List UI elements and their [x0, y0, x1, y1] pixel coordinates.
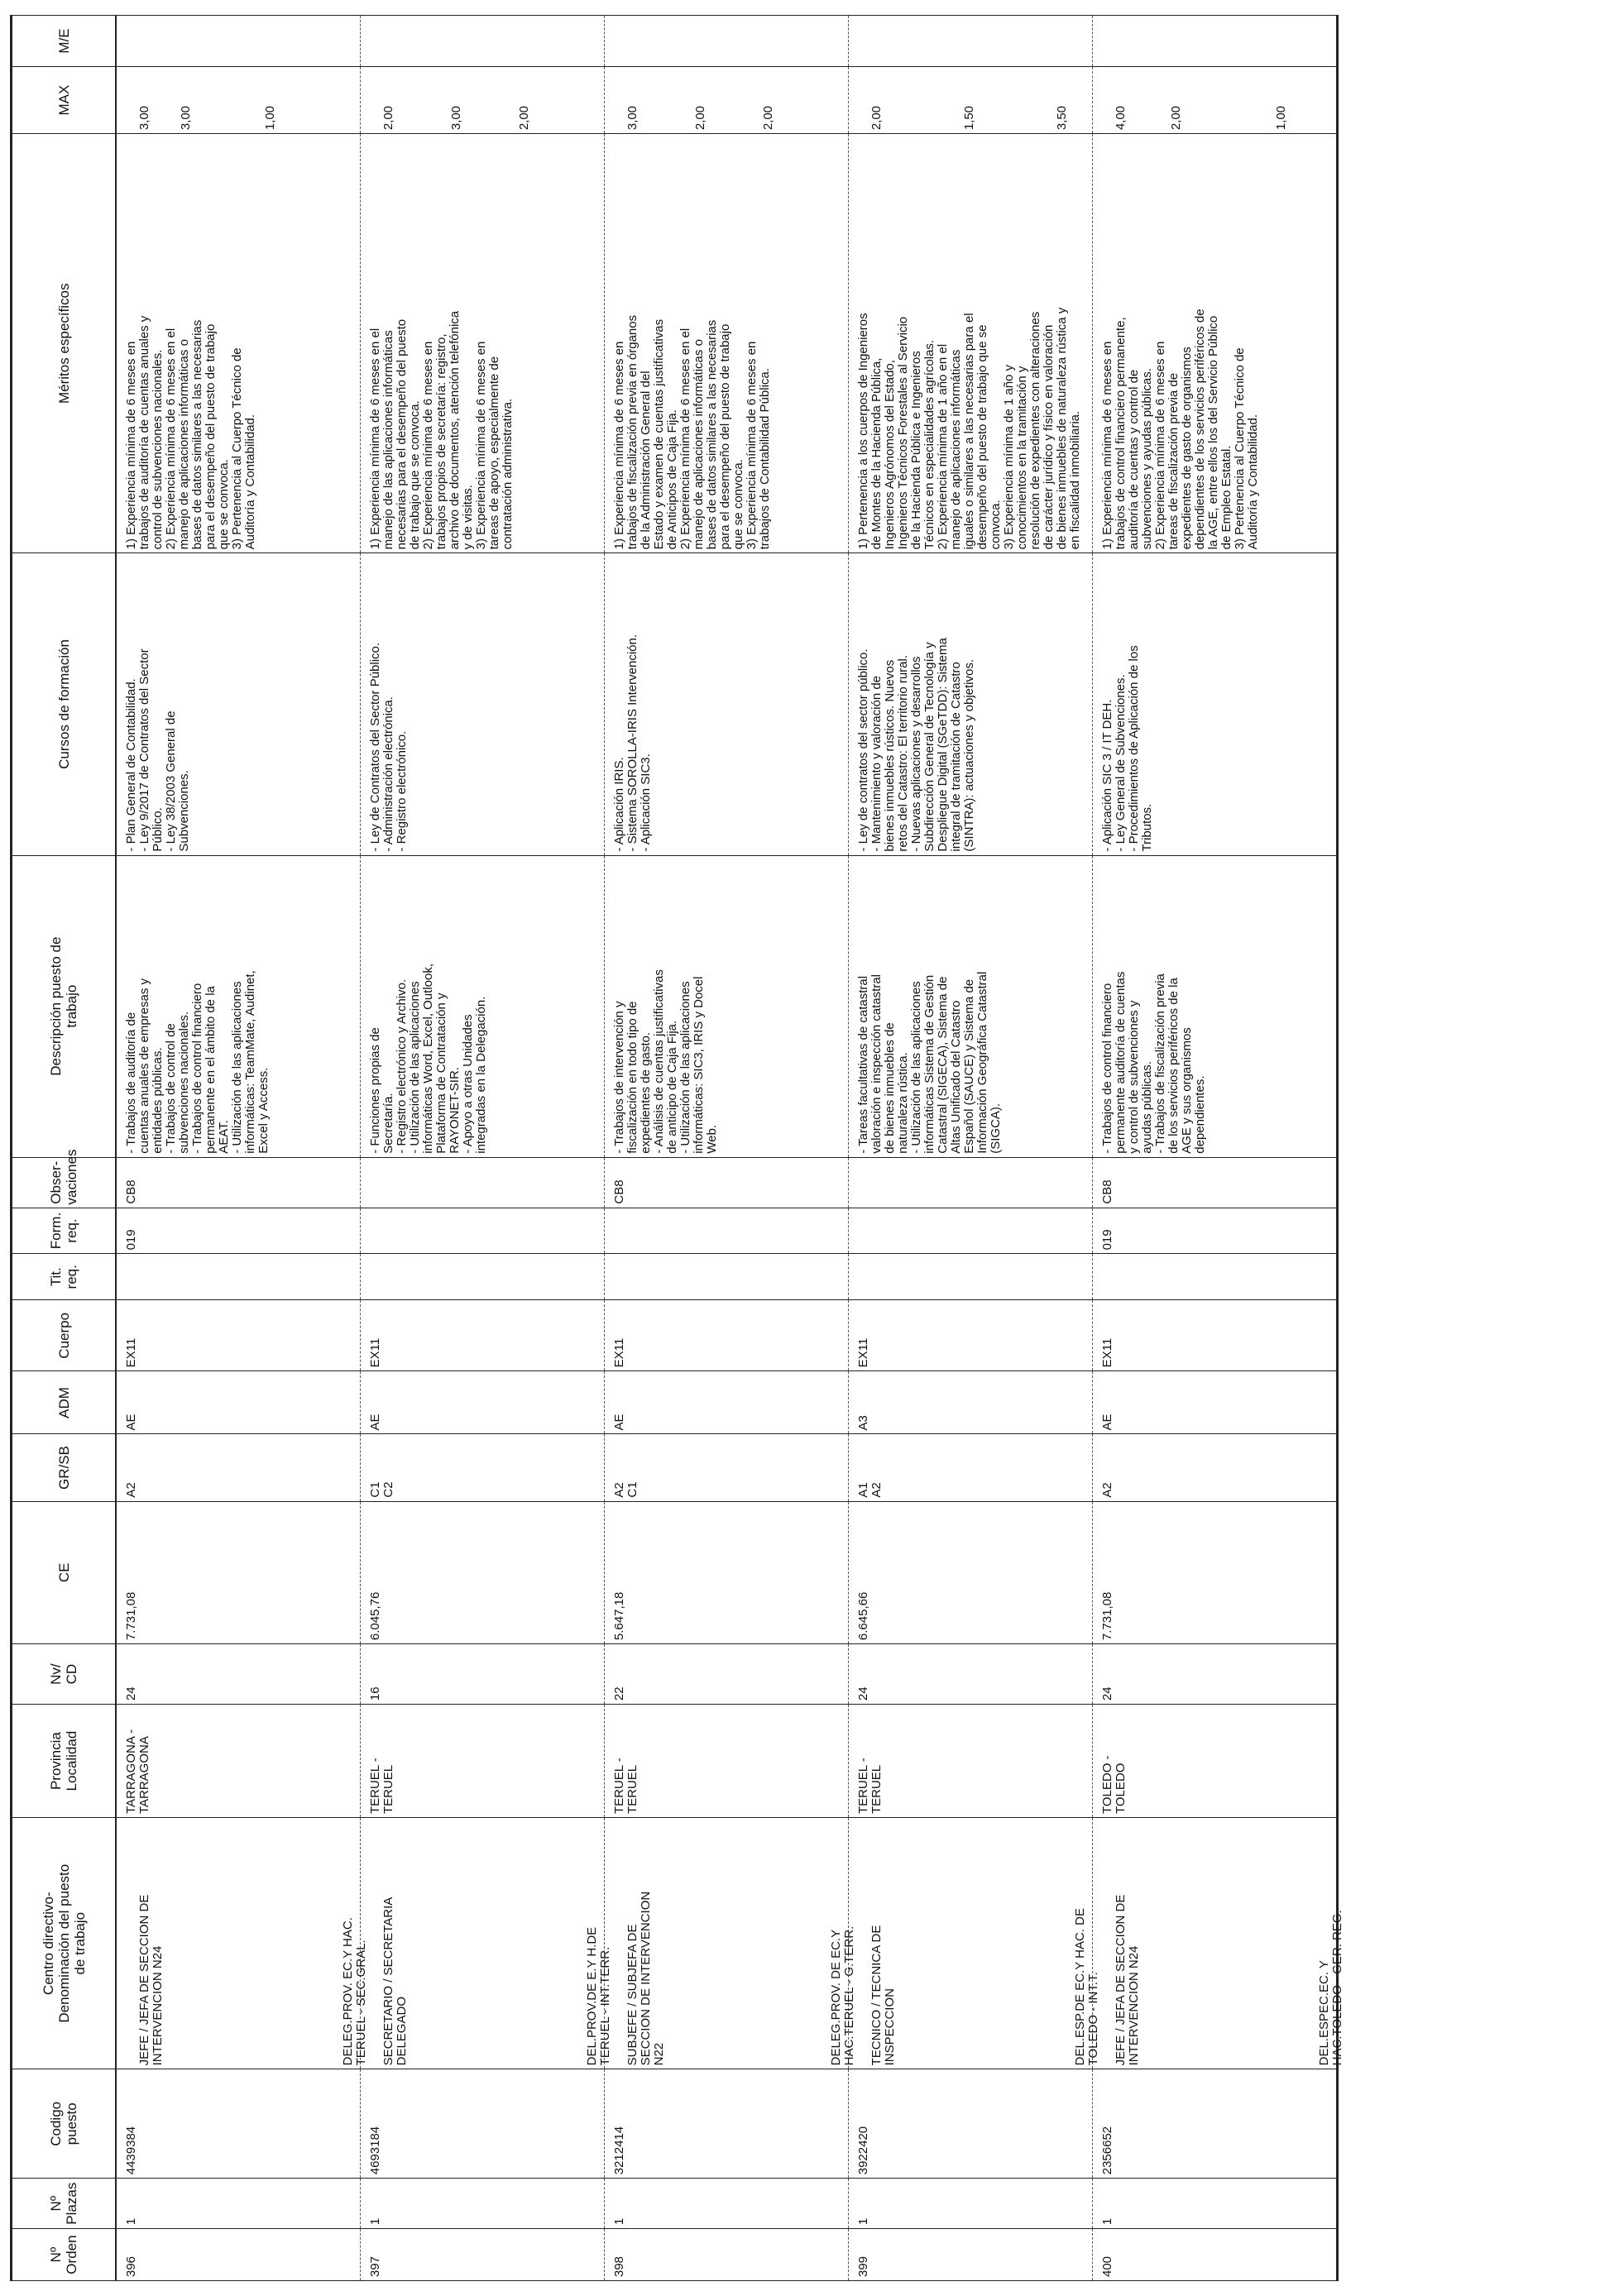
cell-nivel: 22 [605, 1644, 849, 1705]
cell-me [116, 16, 361, 67]
cell-plazas: 1 [116, 2179, 361, 2229]
cell-cuerpo: EX11 [849, 1300, 1093, 1371]
header-meritos: Méritos específicos [12, 134, 117, 553]
cell-codigo: 4439384 [116, 2069, 361, 2179]
centro-directivo-next: DEL.ESP.DE EC.Y HAC. DE TOLEDO - INT.T. [1073, 1908, 1100, 2066]
cell-codigo: 3212414 [605, 2069, 849, 2179]
max-score-3: 2,00 [517, 105, 531, 131]
header-descripcion: Descripción puesto de trabajo [12, 855, 117, 1157]
cell-grsb: C1 C2 [361, 1434, 605, 1501]
max-score-2: 1,50 [962, 105, 976, 131]
cell-form [605, 1208, 849, 1254]
header-nivel: Nv/ CD [12, 1644, 117, 1705]
centro-stack [626, 1821, 858, 2065]
cell-cuerpo: EX11 [605, 1300, 849, 1371]
cell-tit [605, 1254, 849, 1300]
cell-nivel: 24 [116, 1644, 361, 1705]
max-score-1: 4,00 [1114, 105, 1128, 131]
cell-ce: 7.731,08 [116, 1501, 361, 1643]
cell-max [1093, 67, 1338, 134]
table-row [849, 16, 1093, 2281]
cell-cursos: - Ley de contratos del sector público. - Mantenimiento y valoración de bienes inmuebles rústicos. Nuevos retos del Catastro: El territorio rural. - Nuevas aplicaciones y desarrollos Subdirección General de Tecnología y Despliegue Digital (SGeTDD): Sistema integral de tramitación de Catastro (SINTRA): actuaciones y objetivos. [849, 553, 1093, 855]
cell-ce: 6.645,66 [849, 1501, 1093, 1643]
header-codigo: Codigo puesto [12, 2069, 117, 2179]
max-score-1: 3,00 [137, 105, 151, 131]
cell-cursos: - Ley de Contratos del Sector Público. - Administración electrónica. - Registro electrónico. [361, 553, 605, 855]
max-score-1: 2,00 [869, 105, 884, 131]
header-cuerpo: Cuerpo [12, 1300, 117, 1371]
cell-descripcion: - Trabajos de intervención y fiscalización en todo tipo de expedientes de gasto. - Análisis de cuentas justificativas de anticipo de Caja Fija. - Utilización de las aplicaciones informáticas: SIC3, IRIS y Docel Web. [605, 855, 849, 1157]
max-score-2: 3,00 [449, 105, 463, 131]
centro-stack [870, 1821, 1102, 2065]
centro-puesto: TECNICO / TECNICA DE INSPECCION [869, 1925, 897, 2066]
cell-plazas: 1 [849, 2179, 1093, 2229]
cell-ce: 6.045,76 [361, 1501, 605, 1643]
cell-obs: CB8 [116, 1157, 361, 1208]
cell-form [361, 1208, 605, 1254]
cell-form: 019 [1093, 1208, 1338, 1254]
cell-me [361, 16, 605, 67]
cell-codigo: 4693184 [361, 2069, 605, 2179]
cell-nivel: 16 [361, 1644, 605, 1705]
cell-form [849, 1208, 1093, 1254]
centro-puesto: JEFE / JEFA DE SECCION DE INTERVENCION N24 [1114, 1894, 1141, 2066]
header-orden: Nº Orden [12, 2229, 117, 2281]
header-max: MAX [12, 67, 117, 134]
table-row [116, 16, 361, 2281]
cell-orden: 397 [361, 2229, 605, 2281]
cell-tit [1093, 1254, 1338, 1300]
cell-me [1093, 16, 1338, 67]
max-score-3: 3,50 [1055, 105, 1069, 131]
centro-puesto: JEFE / JEFA DE SECCION DE INTERVENCION N24 [137, 1894, 165, 2066]
cell-grsb: A1 A2 [849, 1434, 1093, 1501]
centro-puesto: SECRETARIO / SECRETARIA DELEGADO [381, 1897, 409, 2066]
cell-descripcion: - Tareas facultativas de catastral valoración e inspección catastral de bienes inmuebles de naturaleza rústica. - Utilización de las aplicaciones informáticas Sistema de Gestión Catastral (SIGECA), Sistema de Altas Unificado del Catastro Español (SAUCE) y Sistema de Información Geográfica Catastral (SIGCA). [849, 855, 1093, 1157]
header-adm: ADM [12, 1371, 117, 1434]
cell-meritos: 1) Experiencia mínima de 6 meses en el manejo de las aplicaciones informáticas necesarias para el desempeño del puesto de trabajo que se convoca. 2) Experiencia mínima de 6 meses en trabajos propios de secretaría: registro, archivo de documentos, atención telefónica y de visitas. 3) Experiencia mínima de 6 meses en tareas de apoyo, especialmente de contratación administrativa. [361, 134, 605, 553]
cell-adm: AE [116, 1371, 361, 1434]
max-score-3: 1,00 [263, 105, 277, 131]
cell-grsb: A2 [116, 1434, 361, 1501]
cell-centro [605, 1818, 856, 2069]
cell-provincia: TOLEDO - TOLEDO [1093, 1705, 1338, 1818]
cell-adm: AE [605, 1371, 849, 1434]
centro-directivo-next: DEL.PROV.DE E.Y H.DE TERUEL - INT.TERR. [585, 1926, 612, 2066]
cell-meritos: 1) Experiencia mínima de 6 meses en trabajos de auditoría de cuentas anuales y control de subvenciones nacionales. 2) Experiencia mínima de 6 meses en el manejo de aplicaciones informáticas o bases de datos similares a las necesarias para el desempeño del puesto de trabajo que se convoca. 3) Pertenencia al Cuerpo Técnico de Auditoría y Contabilidad. [116, 134, 361, 553]
cell-ce: 5.647,18 [605, 1501, 849, 1643]
job-positions-table [10, 15, 1344, 2281]
cell-plazas: 1 [605, 2179, 849, 2229]
table-row [361, 16, 605, 2281]
cell-adm: AE [361, 1371, 605, 1434]
cell-provincia: TERUEL - TERUEL [361, 1705, 605, 1818]
header-cursos: Cursos de formación [12, 553, 117, 855]
cell-provincia: TARRAGONA - TARRAGONA [116, 1705, 361, 1818]
cell-centro [849, 1818, 1100, 2069]
max-score-1: 2,00 [381, 105, 395, 131]
cell-centro [361, 1818, 612, 2069]
cell-max [849, 67, 1093, 134]
max-score-2: 3,00 [179, 105, 193, 131]
max-score-3: 2,00 [761, 105, 775, 131]
centro-stack [382, 1821, 614, 2065]
centro-puesto: SUBJEFE / SUBJEFA DE SECCION DE INTERVENCION N22 [625, 1891, 666, 2066]
cell-form: 019 [116, 1208, 361, 1254]
cell-centro [116, 1818, 368, 2069]
cell-nivel: 24 [849, 1644, 1093, 1705]
cell-orden: 400 [1093, 2229, 1338, 2281]
cell-cursos: - Plan General de Contabilidad. - Ley 9/2017 de Contratos del Sector Público. - Ley 38/2003 General de Subvenciones. [116, 553, 361, 855]
cell-obs: CB8 [605, 1157, 849, 1208]
cell-max [116, 67, 361, 134]
header-plazas: Nº Plazas [12, 2179, 117, 2229]
cell-centro [1093, 1818, 1344, 2069]
cell-orden: 399 [849, 2229, 1093, 2281]
cell-me [849, 16, 1093, 67]
centro-directivo-next: DEL.ESPEC.EC. Y HAC.TOLEDO - GER. REG. [1317, 1910, 1344, 2066]
max-score-2: 2,00 [693, 105, 707, 131]
cell-codigo: 2356652 [1093, 2069, 1338, 2179]
table-row [605, 16, 849, 2281]
cell-tit [116, 1254, 361, 1300]
header-provincia: Provincia Localidad [12, 1705, 117, 1818]
header-obs: Obser- vaciones [12, 1157, 117, 1208]
centro-stack [1114, 1821, 1346, 2065]
cell-provincia: TERUEL - TERUEL [605, 1705, 849, 1818]
cell-adm: AE [1093, 1371, 1338, 1434]
cell-grsb: A2 C1 [605, 1434, 849, 1501]
cell-tit [849, 1254, 1093, 1300]
cell-plazas: 1 [361, 2179, 605, 2229]
header-form: Form. req. [12, 1208, 117, 1254]
centro-directivo-next: DELEG.PROV. EC.Y HAC. TERUEL - SEC.GRAL. [341, 1917, 368, 2066]
cell-tit [361, 1254, 605, 1300]
cell-cursos: - Aplicación SIC 3 / IT DEH. - Ley General de Subvenciones. - Procedimientos de Aplicación de los Tributos. [1093, 553, 1338, 855]
cell-cuerpo: EX11 [1093, 1300, 1338, 1371]
cell-descripcion: - Funciones propias de Secretaría. - Registro electrónico y Archivo. - Utilización de las aplicaciones informáticas Word, Excel, Outlook, Plataforma de Contratación y RAYONET-SIR. - Apoyo a otras Unidades integradas en la Delegación. [361, 855, 605, 1157]
cell-descripcion: - Trabajos de control financiero permanente auditoría de cuentas y control de subvenciones y ayudas públicas. - Trabajos de fiscalización previa de los servicios periféricos de la AGE y sus organismos dependientes. [1093, 855, 1338, 1157]
header-ce: CE [12, 1501, 117, 1643]
header-row [12, 16, 117, 2281]
cell-plazas: 1 [1093, 2179, 1338, 2229]
cell-max [605, 67, 849, 134]
table-row [1093, 16, 1338, 2281]
cell-obs [849, 1157, 1093, 1208]
cell-provincia: TERUEL - TERUEL [849, 1705, 1093, 1818]
cell-cuerpo: EX11 [361, 1300, 605, 1371]
cell-orden: 396 [116, 2229, 361, 2281]
header-grsb: GR/SB [12, 1434, 117, 1501]
cell-me [605, 16, 849, 67]
cell-meritos: 1) Experiencia mínima de 6 meses en trabajos de fiscalización previa en órganos de la Administración General del Estado y examen de cuentas justificativas de Anticipos de Caja Fija. 2) Experiencia mínima de 6 meses en el manejo de aplicaciones informáticas o bases de datos similares a las necesarias para el desempeño del puesto de trabajo que se convoca. 3) Experiencia mínima de 6 meses en trabajos de Contabilidad Pública. [605, 134, 849, 553]
cell-nivel: 24 [1093, 1644, 1338, 1705]
cell-cursos: - Aplicación IRIS. - Sistema SOROLLA-IRIS Intervención. - Aplicación SIC3. [605, 553, 849, 855]
cell-orden: 398 [605, 2229, 849, 2281]
cell-obs: CB8 [1093, 1157, 1338, 1208]
cell-grsb: A2 [1093, 1434, 1338, 1501]
cell-cuerpo: EX11 [116, 1300, 361, 1371]
header-tit: Tit. req. [12, 1254, 117, 1300]
header-centro: Centro directivo- Denominación del puesto de trabajo [12, 1818, 117, 2069]
cell-adm: A3 [849, 1371, 1093, 1434]
cell-max [361, 67, 605, 134]
centro-directivo-next: DELEG.PROV. DE EC.Y HAC.TERUEL - G.TERR. [829, 1925, 856, 2066]
cell-obs [361, 1157, 605, 1208]
max-score-2: 2,00 [1169, 105, 1183, 131]
cell-ce: 7.731,08 [1093, 1501, 1338, 1643]
cell-descripcion: - Trabajos de auditoría de cuentas anuales de empresas y entidades públicas. - Trabajos de control de subvenciones nacionales. - Trabajos de control financiero permanente en el ámbito de la AEAT. - Utilización de las aplicaciones informáticas: TeamMate, Audinet, Excel y Access. [116, 855, 361, 1157]
centro-stack [138, 1821, 370, 2065]
header-me: M/E [12, 16, 117, 67]
cell-meritos: 1) Pertenencia a los cuerpos de Ingenieros de Montes de la Hacienda Pública, Ingenieros Agrónomos del Estado, Ingenieros Técnicos Forestales al Servicio de la Hacienda Pública e Ingenieros Técnicos en especialidades agrícolas. 2) Experiencia mínima de 1 año en el manejo de aplicaciones informáticas iguales o similares a las necesarias para el desempeño del puesto de trabajo que se convoca. 3) Experiencia mínima de 1 año y conocimientos en la tramitación y resolución de expedientes con alteraciones de carácter jurídico y físico en valoración de bienes inmuebles de naturaleza rústica y en fiscalidad inmobiliaria. [849, 134, 1093, 553]
max-score-3: 1,00 [1274, 105, 1288, 131]
cell-codigo: 3922420 [849, 2069, 1093, 2179]
max-score-1: 3,00 [625, 105, 640, 131]
cell-meritos: 1) Experiencia mínima de 6 meses en trabajos de control financiero permanente, auditoría de cuentas y control de subvenciones y ayudas públicas. 2) Experiencia mínima de 6 meses en tareas de fiscalización previa de expedientes de gasto de organismos dependientes de los servicios periféricos de la AGE, entre ellos los del Servicio Público de Empleo Estatal. 3) Pertenencia al Cuerpo Técnico de Auditoría y Contabilidad. [1093, 134, 1338, 553]
